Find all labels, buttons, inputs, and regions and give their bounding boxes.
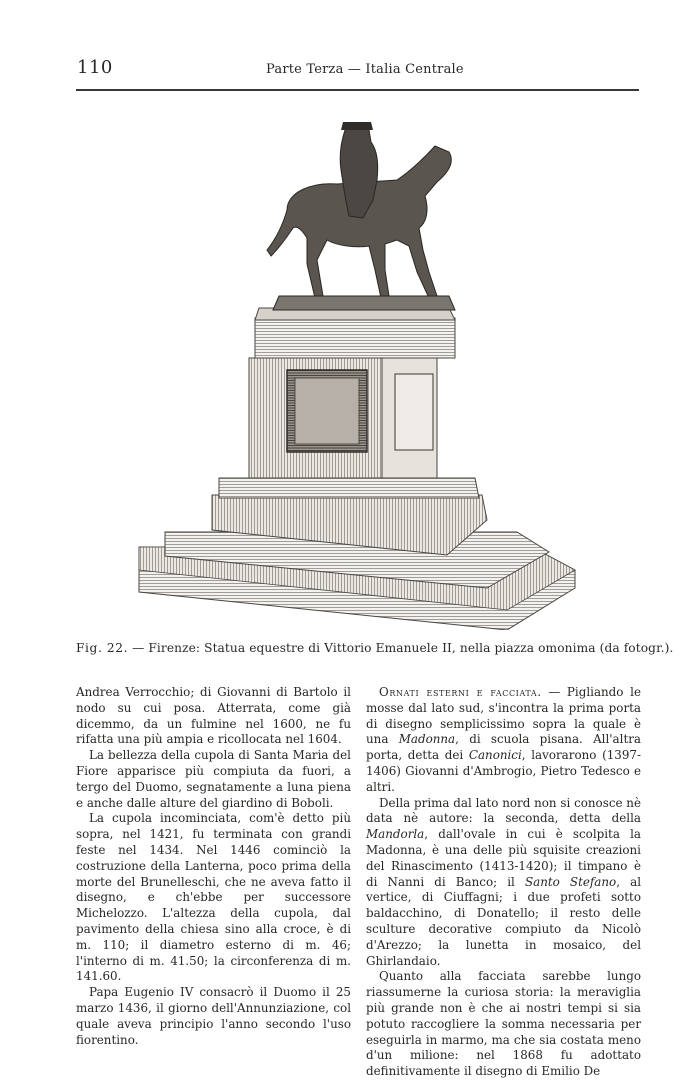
right-paragraph-2 — [366, 796, 641, 970]
left-paragraph-3: La cupola incominciata, com'è detto più sopra, nel 1421, fu terminata con grandi feste nel 1434. Nel 1446 cominciò la costruzione della Lanterna, poco prima della morte del Brunelleschi, che ne aveva fatto il disegno, e ch'ebbe per successore Michelozzo. L'altezza della cupola, dal pavimento della chiesa sino alla croce, è di m. 110; il diametro esterno di m. 46; l'interno di m. 41.50; la circonferenza di m. 141.60. — [76, 811, 351, 984]
right-paragraph-1 — [366, 685, 641, 796]
right-paragraph-3: Quanto alla facciata sarebbe lungo riassumerne la curiosa storia: la meraviglia più grande non è che ai nostri tempi si sia potuto raccogliere la somma necessaria per eseguirla in marmo, ma che sia costata meno d'un milione: nel 1868 fu adottato definitivamente il disegno di Emilio De — [366, 969, 641, 1079]
caption-text: Statua equestre di Vittorio Emanuele II, nella piazza omonima (da fotogr.). — [200, 641, 674, 655]
right-paragraph-2-mid: , dall'ovale in cui è scolpita la Madonna, è una delle più squisite creazioni del Rinascimento (1413-1420); il timpano è di Nanni di Banco; il — [366, 827, 641, 889]
right-paragraph-2-em-2: Santo Stefano — [524, 874, 617, 889]
right-paragraph-2-em-1: Mandorla — [366, 827, 425, 842]
right-paragraph-1-em-1: Madonna — [398, 732, 456, 747]
right-paragraph-1-mid: , di scuola pisana. All'altra porta, detta dei — [366, 732, 642, 763]
left-paragraph-1: Andrea Verrocchio; di Giovanni di Bartolo il nodo su cui posa. Atterrata, come già dicemmo, da un fulmine nel 1600, ne fu rifatta una più ampia e ricollocata nel 1604. — [76, 685, 351, 747]
running-head: Parte Terza — Italia Centrale — [266, 62, 464, 77]
page-number: 110 — [77, 57, 113, 78]
left-paragraph-2: La bellezza della cupola di Santa Maria del Fiore apparisce più compiuta da fuori, a tergo del Duomo, segnatamente a luna piena e anche dalle alture del giardino di Boboli. — [76, 748, 351, 810]
caption-dash: — — [128, 641, 149, 655]
right-paragraph-1-em-2: Canonici — [468, 748, 522, 763]
right-paragraph-1-text: — Pigliando le mosse dal lato sud, s'incontra la prima porta di disegno semplicissimo sopra la quale è una — [366, 685, 641, 747]
figure-caption — [76, 641, 674, 655]
right-paragraph-2-text: Della prima dal lato nord non si conosce nè data nè autore: la seconda, detta della — [366, 795, 641, 826]
caption-city: Firenze: — [148, 641, 201, 655]
left-paragraph-4: Papa Eugenio IV consacrò il Duomo il 25 marzo 1436, il giorno dell'Annunziazione, col quale aveva principio l'anno secondo l'uso fiorentino. — [76, 985, 351, 1047]
header-rule — [76, 89, 639, 91]
left-column — [76, 685, 351, 1048]
caption-label: Fig. 22. — [76, 641, 129, 655]
figure-illustration — [137, 100, 582, 630]
right-paragraph-2-end: , al vertice, di Ciuffagni; i due profeti sotto baldacchino, di Donatello; il resto delle sculture decorative compiuto da Nicolò d'Arezzo; la lunetta in mosaico, del Ghirlandaio. — [366, 874, 641, 968]
right-column — [366, 685, 641, 1080]
equestrian-statue-icon — [137, 100, 582, 630]
right-paragraph-1-end: , lavorarono (1397-1406) Giovanni d'Ambrogio, Pietro Tedesco e altri. — [366, 748, 642, 794]
section-heading: Ornati esterni e facciata. — [379, 685, 542, 699]
